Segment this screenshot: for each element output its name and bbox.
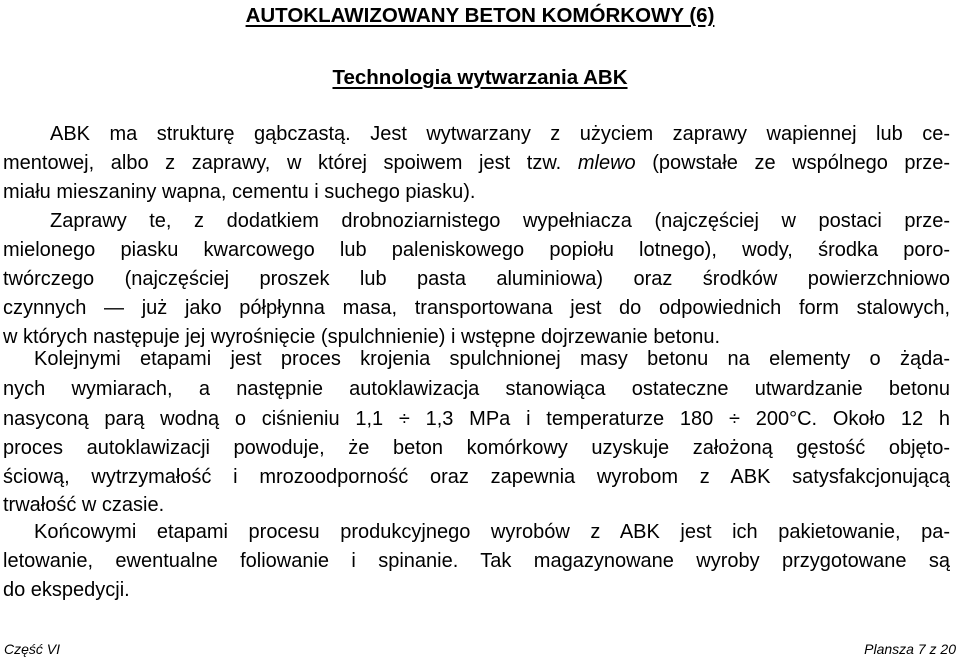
paragraph-4-line-3: do ekspedycji. <box>3 579 130 601</box>
paragraph-3-line-6: trwałość w czasie. <box>3 494 165 516</box>
page-title: AUTOKLAWIZOWANY BETON KOMÓRKOWY (6) <box>245 4 715 27</box>
paragraph-1-line-3: miału mieszaniny wapna, cementu i suchego piasku). <box>3 181 476 203</box>
footer-page-indicator: Plansza 7 z 20 <box>864 641 956 657</box>
paragraph-3-line-4: proces autoklawizacji powoduje, że beton komórkowy uzyskuje założoną gęstość objęto- <box>3 437 950 459</box>
paragraph-3-line-3: nasyconą parą wodną o ciśnieniu 1,1 ÷ 1,3 MPa i temperaturze 180 ÷ 200°C. Około 12 h <box>3 408 950 430</box>
paragraph-4-line-1: Końcowymi etapami procesu produkcyjnego wyrobów z ABK jest ich pakietowanie, pa- <box>34 521 950 543</box>
paragraph-3-line-1: Kolejnymi etapami jest proces krojenia spulchnionej masy betonu na elementy o żąda- <box>34 348 950 370</box>
paragraph-2-line-4: czynnych — już jako półpłynna masa, transportowana jest do odpowiednich form stalowych, <box>3 297 950 319</box>
footer-part-label: Część VI <box>4 641 61 657</box>
section-subtitle: Technologia wytwarzania ABK <box>332 66 628 89</box>
italic-term: mlewo <box>577 152 636 174</box>
paragraph-3-line-2: nych wymiarach, a następnie autoklawizacja stanowiąca ostateczne utwardzanie betonu <box>3 378 950 400</box>
paragraph-4-line-2: letowanie, ewentualne foliowanie i spinanie. Tak magazynowane wyroby przygotowane są <box>3 550 950 572</box>
paragraph-2-line-2: mielonego piasku kwarcowego lub paleniskowego popiołu lotnego), wody, środka poro- <box>3 239 950 261</box>
text-run: mentowej, albo z zaprawy, w której spoiwem jest tzw. <box>3 152 578 174</box>
paragraph-2-line-3: twórczego (najczęściej proszek lub pasta aluminiowa) oraz środków powierzchniowo <box>3 268 950 290</box>
paragraph-1-line-1: ABK ma strukturę gąbczastą. Jest wytwarzany z użyciem zaprawy wapiennej lub ce- <box>50 123 950 145</box>
paragraph-1-line-2 <box>3 149 950 178</box>
paragraph-2-line-1: Zaprawy te, z dodatkiem drobnoziarnistego wypełniacza (najczęściej w postaci prze- <box>50 210 950 232</box>
paragraph-2-line-5: w których następuje jej wyrośnięcie (spulchnienie) i wstępne dojrzewanie betonu. <box>3 326 721 348</box>
text-run: (powstałe ze wspólnego prze- <box>635 152 950 174</box>
paragraph-3-line-5: ściową, wytrzymałość i mrozoodporność oraz zapewnia wyrobom z ABK satysfakcjonującą <box>3 466 950 488</box>
